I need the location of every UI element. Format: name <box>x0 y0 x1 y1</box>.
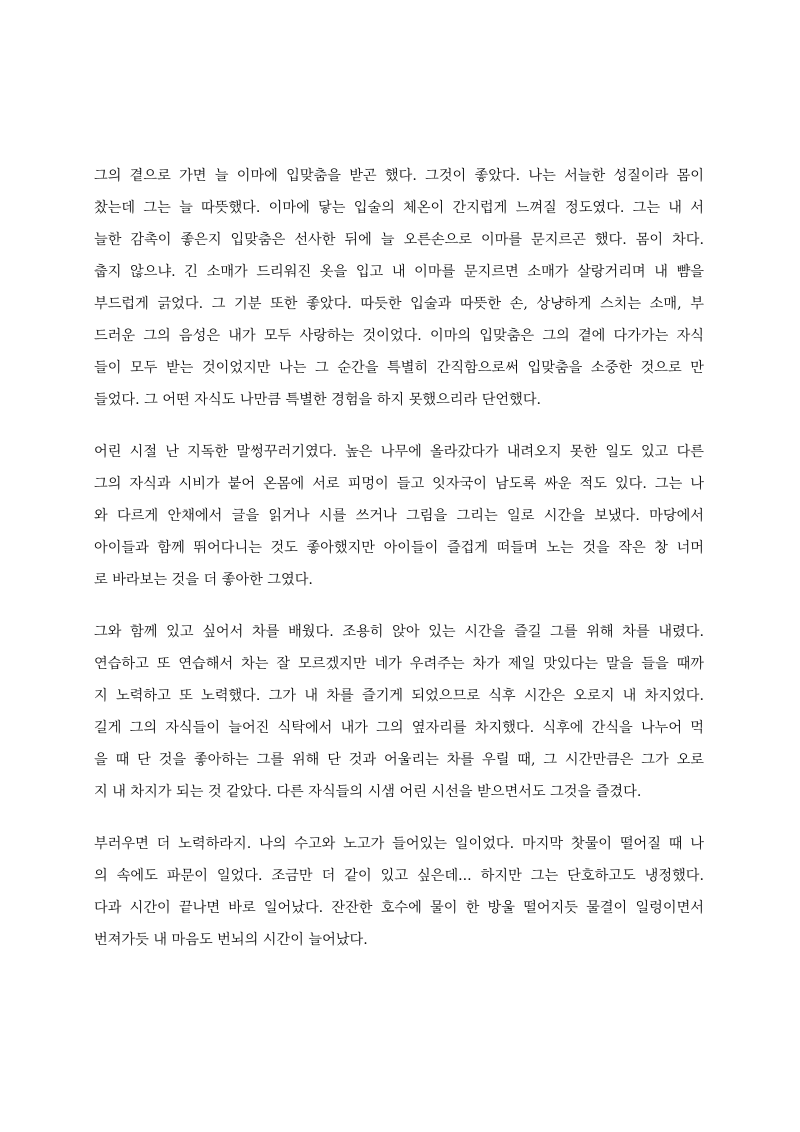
text-line: 의 속에도 파문이 일었다. 조금만 더 같이 있고 싶은데... 하지만 그는 단호하고도 냉정했다. <box>94 868 704 884</box>
text-line: 그와 함께 있고 싶어서 차를 배웠다. 조용히 앉아 있는 시간을 즐길 그를 위해 차를 내렸다. <box>94 624 704 640</box>
text-line: 와 다르게 안채에서 글을 읽거나 시를 쓰거나 그림을 그리는 일로 시간을 보냈다. 마당에서 <box>94 508 704 524</box>
text-line: 그의 자식과 시비가 붙어 온몸에 서로 피멍이 들고 잇자국이 남도록 싸운 적도 있다. 그는 나 <box>94 476 704 492</box>
paragraph-3 <box>94 616 704 808</box>
text-line: 지 노력하고 또 노력했다. 그가 내 차를 즐기게 되었으므로 식후 시간은 오로지 내 차지었다. <box>94 688 704 704</box>
text-line: 다과 시간이 끝나면 바로 일어났다. 잔잔한 호수에 물이 한 방울 떨어지듯 물결이 일렁이면서 <box>94 900 704 916</box>
text-line: 들이 모두 받는 것이었지만 나는 그 순간을 특별히 간직함으로써 입맞춤을 소중한 것으로 만 <box>94 360 704 376</box>
text-line: 아이들과 함께 뛰어다니는 것도 좋아했지만 아이들이 즐겁게 떠들며 노는 것을 작은 창 너머 <box>94 540 704 556</box>
text-line: 부드럽게 긁었다. 그 기분 또한 좋았다. 따듯한 입술과 따뜻한 손, 상냥하게 스치는 소매, 부 <box>94 296 704 312</box>
paragraph-2 <box>94 436 704 596</box>
text-line: 을 때 단 것을 좋아하는 그를 위해 단 것과 어울리는 차를 우릴 때, 그 시간만큼은 그가 오로 <box>94 752 704 768</box>
text-line: 부러우면 더 노력하라지. 나의 수고와 노고가 들어있는 일이었다. 마지막 찻물이 떨어질 때 나 <box>94 836 704 852</box>
text-line: 춥지 않으냐. 긴 소매가 드리워진 옷을 입고 내 이마를 문지르면 소매가 살랑거리며 내 뺨을 <box>94 264 704 280</box>
text-line: 드러운 그의 음성은 내가 모두 사랑하는 것이었다. 이마의 입맞춤은 그의 곁에 다가가는 자식 <box>94 328 704 344</box>
text-line: 번져가듯 내 마음도 번뇌의 시간이 늘어났다. <box>94 932 368 948</box>
paragraph-1 <box>94 160 704 416</box>
text-line: 어린 시절 난 지독한 말썽꾸러기였다. 높은 나무에 올라갔다가 내려오지 못한 일도 있고 다른 <box>94 444 704 460</box>
text-line: 들었다. 그 어떤 자식도 나만큼 특별한 경험을 하지 못했으리라 단언했다. <box>94 392 542 408</box>
text-line: 지 내 차지가 되는 것 같았다. 다른 자식들의 시샘 어린 시선을 받으면서도 그것을 즐겼다. <box>94 784 642 800</box>
text-line: 늘한 감촉이 좋은지 입맞춤은 선사한 뒤에 늘 오른손으로 이마를 문지르곤 했다. 몸이 차다. <box>94 232 704 248</box>
text-line: 찼는데 그는 늘 따뜻했다. 이마에 닿는 입술의 체온이 간지럽게 느껴질 정도였다. 그는 내 서 <box>94 200 704 216</box>
text-line: 로 바라보는 것을 더 좋아한 그였다. <box>94 572 313 588</box>
text-line: 연습하고 또 연습해서 차는 잘 모르겠지만 네가 우려주는 차가 제일 맛있다는 말을 들을 때까 <box>94 656 704 672</box>
paragraph-4 <box>94 828 704 956</box>
text-line: 그의 곁으로 가면 늘 이마에 입맞춤을 받곤 했다. 그것이 좋았다. 나는 서늘한 성질이라 몸이 <box>94 168 704 184</box>
text-line: 길게 그의 자식들이 늘어진 식탁에서 내가 그의 옆자리를 차지했다. 식후에 간식을 나누어 먹 <box>94 720 704 736</box>
